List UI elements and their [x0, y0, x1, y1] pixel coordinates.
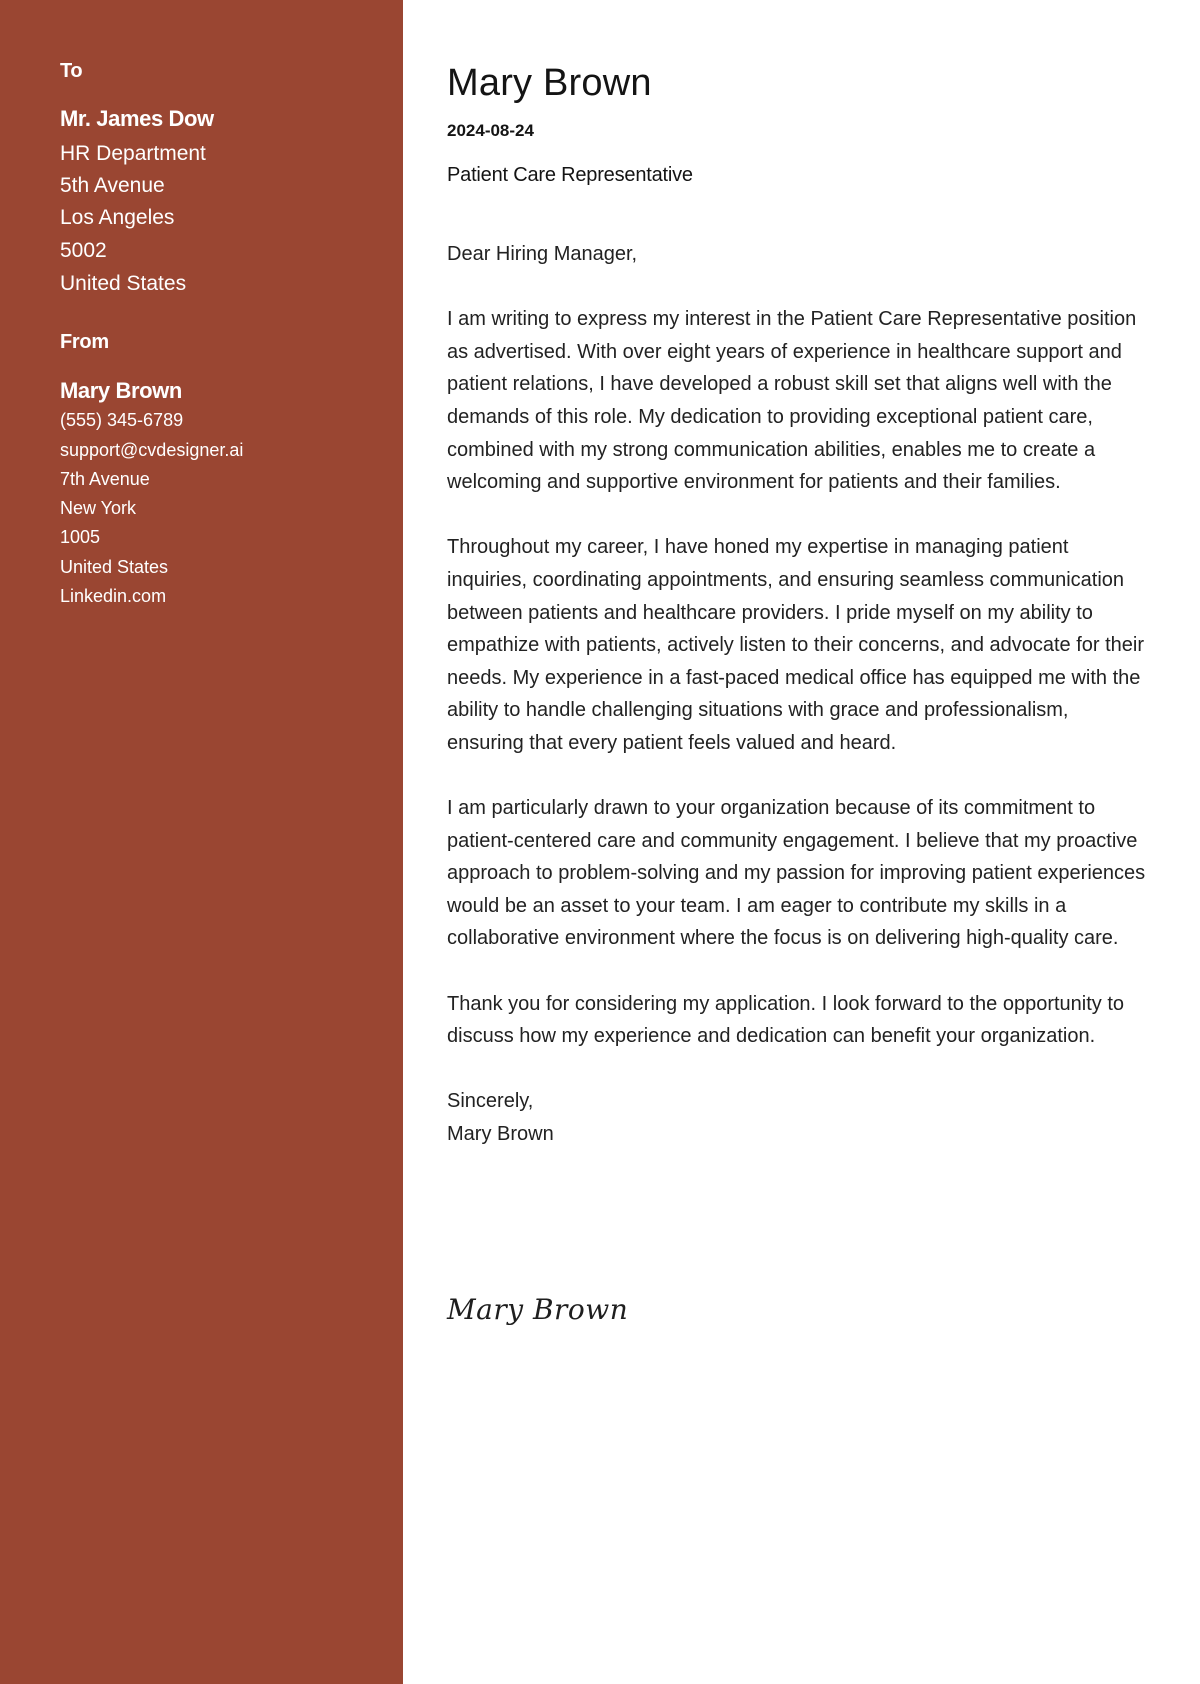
sender-email: support@cvdesigner.ai: [60, 440, 244, 460]
closing-name: Mary Brown: [447, 1123, 554, 1146]
author-name: Mary Brown: [447, 62, 652, 104]
sender-label: From: [60, 331, 109, 353]
letter-date: 2024-08-24: [447, 121, 534, 140]
letter-body: [447, 238, 1147, 1151]
sidebar: [0, 0, 403, 1684]
signature: Mary Brown: [447, 1293, 629, 1326]
recipient-city: Los Angeles: [60, 206, 175, 229]
paragraph-3: I am particularly drawn to your organization because of its commitment to patient-centered care and community engagement. I believe that my proactive approach to problem-solving and my passion for improving patient experiences would be an asset to your team. I am eager to contribute my skills in a collaborative environment where the focus is on delivering high-quality care.: [447, 797, 1146, 950]
recipient-country: United States: [60, 272, 187, 295]
sender-country: United States: [60, 557, 169, 577]
sender-zip: 1005: [60, 527, 101, 547]
sender-city: New York: [60, 498, 137, 518]
closing: Sincerely,: [447, 1090, 534, 1113]
paragraph-1: I am writing to express my interest in the Patient Care Representative position as advertised. With over eight years of experience in healthcare support and patient relations, I have developed a robust skill set that aligns well with the demands of this role. My dedication to providing exceptional patient care, combined with my strong communication abilities, enables me to create a welcoming and supportive environment for patients and their families.: [447, 308, 1137, 494]
greeting: Dear Hiring Manager,: [447, 243, 638, 265]
sender-linkedin: Linkedin.com: [60, 586, 167, 606]
sender-phone: (555) 345-6789: [60, 410, 184, 430]
recipient-name: Mr. James Dow: [60, 106, 214, 131]
job-title: Patient Care Representative: [447, 164, 693, 186]
paragraph-4: Thank you for considering my application. I look forward to the opportunity to discuss how my experience and dedication can benefit your organization.: [447, 992, 1125, 1048]
recipient-street: 5th Avenue: [60, 174, 165, 197]
paragraph-2: Throughout my career, I have honed my expertise in managing patient inquiries, coordinating appointments, and ensuring seamless communication between patients and healthcare providers. I pride myself on my ability to empathize with patients, actively listen to their concerns, and advocate for their needs. My experience in a fast-paced medical office has equipped me with the ability to handle challenging situations with grace and professionalism, ensuring that every patient feels valued and heard.: [447, 536, 1145, 754]
sender-street: 7th Avenue: [60, 469, 150, 489]
recipient-zip: 5002: [60, 239, 107, 262]
recipient-label: To: [60, 60, 83, 82]
sender-name: Mary Brown: [60, 378, 182, 403]
recipient-department: HR Department: [60, 142, 206, 165]
